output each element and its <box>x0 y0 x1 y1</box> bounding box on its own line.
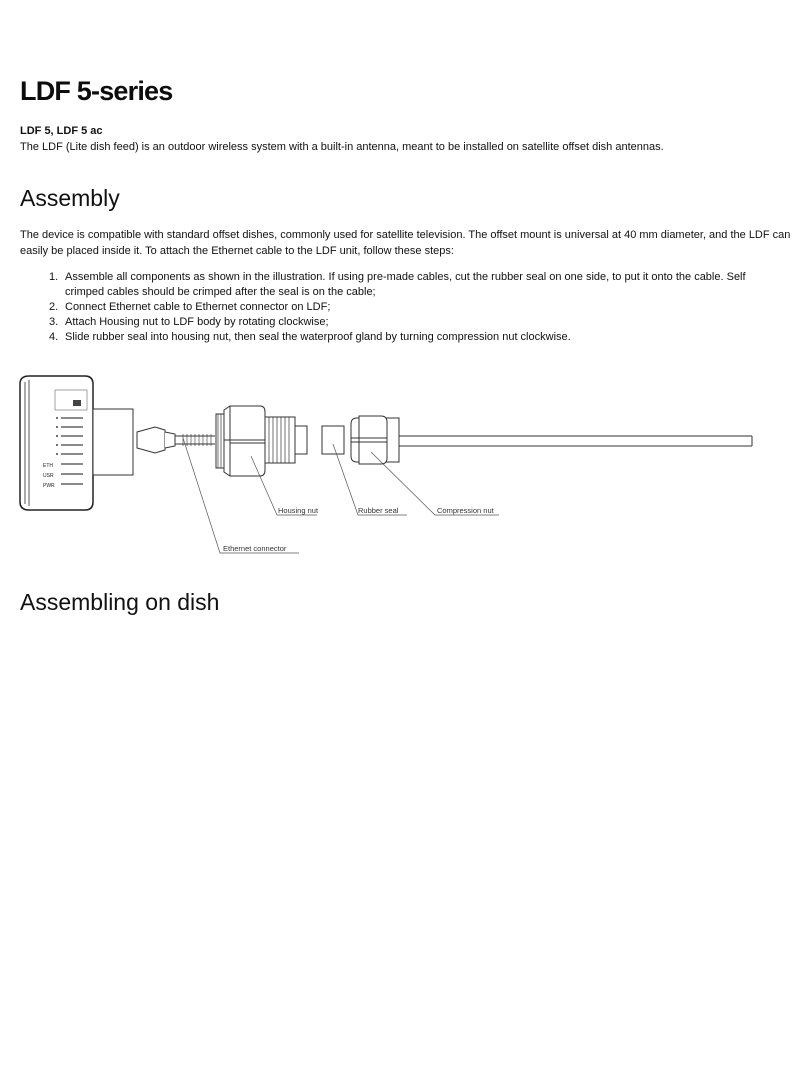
step-number: 1. <box>49 271 59 283</box>
ethernet-cable <box>399 436 752 446</box>
label-rubber-seal: Rubber seal <box>358 506 399 515</box>
ldf-body <box>20 376 93 510</box>
step-text: Slide rubber seal into housing nut, then seal the waterproof gland by turning compression nut clockwise. <box>65 331 571 343</box>
step-text: Connect Ethernet cable to Ethernet connector on LDF; <box>65 301 331 313</box>
housing-nut <box>216 406 307 476</box>
rubber-seal <box>322 426 344 454</box>
assembly-heading: Assembly <box>20 185 120 211</box>
step-item <box>20 300 780 315</box>
step-text: Attach Housing nut to LDF body by rotating clockwise; <box>65 316 329 328</box>
step-number: 3. <box>49 316 59 328</box>
device-label-eth: ETH <box>43 463 53 469</box>
assembly-steps <box>20 270 780 345</box>
assembly-paragraph: The device is compatible with standard offset dishes, commonly used for satellite television. The offset mount is universal at 40 mm diameter, and the LDF can easily be placed inside it. To attach the Ethernet cable to the LDF unit, follow these steps: <box>20 229 791 257</box>
step-number: 2. <box>49 301 59 313</box>
step-item <box>20 315 780 330</box>
page-title: LDF 5-series <box>20 76 173 106</box>
model-names: LDF 5, LDF 5 ac <box>20 125 103 137</box>
intro-text: The LDF (Lite dish feed) is an outdoor wireless system with a built-in antenna, meant to be installed on satellite offset dish antennas. <box>20 141 664 153</box>
label-ethernet-connector: Ethernet connector <box>223 544 287 553</box>
step-item <box>20 270 780 300</box>
step-item <box>20 330 780 345</box>
assembly-illustration <box>15 372 760 562</box>
compression-nut <box>351 416 399 464</box>
label-housing-nut: Housing nut <box>278 506 319 515</box>
assembling-on-dish-heading: Assembling on dish <box>20 589 220 615</box>
ethernet-connector <box>137 427 215 453</box>
step-text: Assemble all components as shown in the illustration. If using pre-made cables, cut the rubber seal on one side, to put it onto the cable. Self crimped cables should be crimped after the seal is on the cable; <box>65 271 746 298</box>
device-label-usr: USR <box>43 473 54 479</box>
label-compression-nut: Compression nut <box>437 506 494 515</box>
step-number: 4. <box>49 331 59 343</box>
mount-tube <box>93 409 133 475</box>
device-label-pwr: PWR <box>43 483 55 489</box>
